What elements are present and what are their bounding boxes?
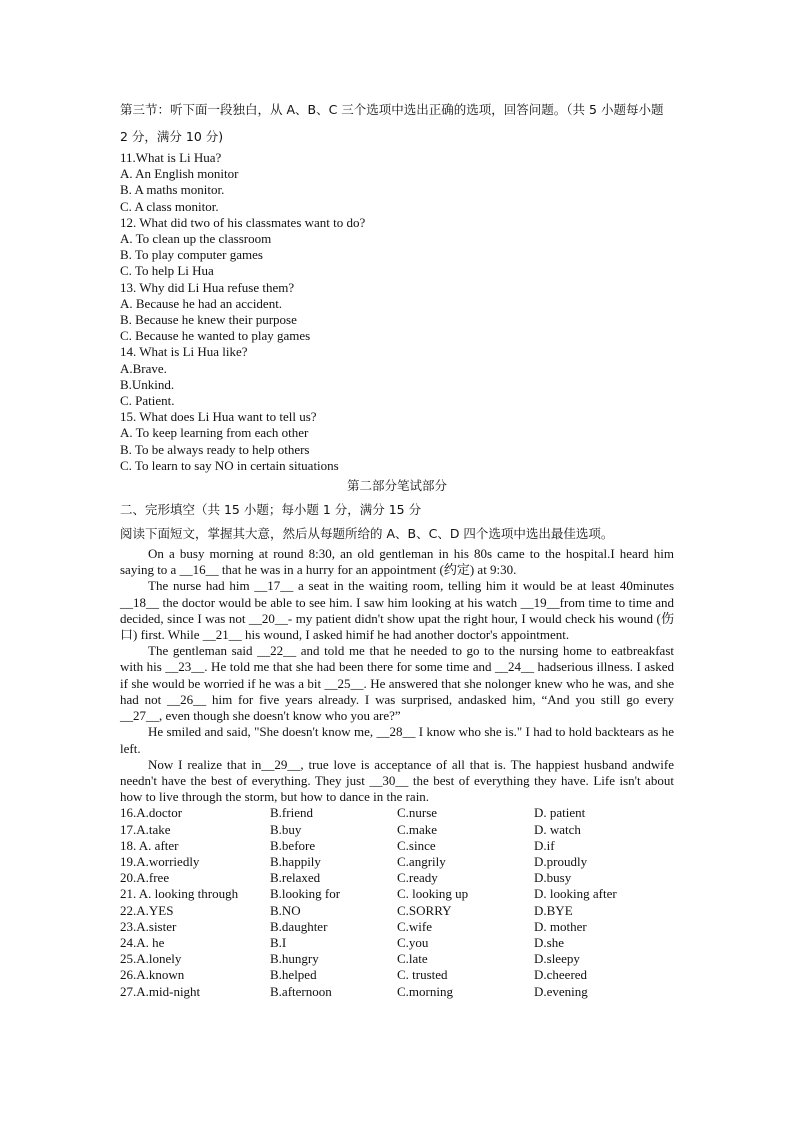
option-line: B.Unkind.: [120, 376, 175, 392]
option-b: B.relaxed: [270, 870, 321, 886]
option-c: C. trusted: [397, 967, 448, 983]
option-b: B.happily: [270, 853, 321, 869]
options-row: [120, 919, 674, 935]
option-c: C.late: [397, 951, 428, 967]
options-row: [120, 903, 674, 919]
option-a: 27.A.mid-night: [120, 983, 201, 999]
option-c: C. looking up: [397, 886, 469, 902]
option-d: D.sleepy: [534, 951, 580, 967]
option-a: 21. A. looking through: [120, 886, 239, 902]
option-line: A. To keep learning from each other: [120, 425, 309, 441]
option-c: C.since: [397, 837, 436, 853]
options-row: [120, 935, 674, 951]
option-line: A. Because he had an accident.: [120, 295, 283, 311]
options-row: [120, 967, 674, 983]
option-b: B.NO: [270, 902, 301, 918]
option-b: B.buy: [270, 821, 302, 837]
option-line: C. Patient.: [120, 393, 175, 409]
option-a: 25.A.lonely: [120, 951, 182, 967]
cloze-passage: [120, 546, 674, 805]
option-a: 20.A.free: [120, 870, 170, 886]
option-d: D.busy: [534, 870, 572, 886]
option-d: D.she: [534, 934, 564, 950]
question-line: 12. What did two of his classmates want to do?: [120, 214, 366, 230]
option-d: D.cheered: [534, 967, 588, 983]
option-d: D.evening: [534, 983, 588, 999]
question-line: 13. Why did Li Hua refuse them?: [120, 279, 295, 295]
option-line: C. Because he wanted to play games: [120, 328, 311, 344]
option-c: C.nurse: [397, 805, 438, 821]
option-b: B.afternoon: [270, 983, 332, 999]
part2-instruction: 阅读下面短文，掌握其大意，然后从每题所给的 A、B、C、D 四个选项中选出最佳选项。: [120, 526, 614, 542]
option-line: A. An English monitor: [120, 166, 239, 182]
option-d: D. looking after: [534, 886, 617, 902]
option-c: C.SORRY: [397, 902, 452, 918]
option-b: B.hungry: [270, 951, 319, 967]
option-c: C.morning: [397, 983, 453, 999]
option-b: B.looking for: [270, 886, 341, 902]
option-line: C. A class monitor.: [120, 198, 219, 214]
option-c: C.wife: [397, 918, 433, 934]
option-line: B. A maths monitor.: [120, 182, 225, 198]
options-row: [120, 984, 674, 1000]
option-line: B. To play computer games: [120, 247, 263, 263]
option-c: C.ready: [397, 870, 438, 886]
option-c: C.angrily: [397, 853, 446, 869]
options-row: [120, 870, 674, 886]
exam-page: [120, 96, 674, 1000]
section3-instruction: 第三节：听下面一段独白，从 A、B、C 三个选项中选出正确的选项，回答问题。（共 5 小题每小题 2 分，满分 10 分): [120, 102, 664, 144]
option-line: A.Brave.: [120, 360, 167, 376]
option-line: B. To be always ready to help others: [120, 441, 310, 457]
passage-paragraph: He smiled and said, "She doesn't know me, __28__ I know who she is." I had to hold backtears as he left.: [120, 724, 674, 756]
options-row: [120, 951, 674, 967]
option-a: 24.A. he: [120, 934, 165, 950]
option-d: D.BYE: [534, 902, 573, 918]
option-a: 19.A.worriedly: [120, 853, 200, 869]
options-row: [120, 805, 674, 821]
passage-paragraph: Now I realize that in__29__, true love is acceptance of all that is. The happiest husband andwife needn't have the best of everything. They just __30__ the best of everything they have. Life isn't about how to live through the storm, but how to dance in the rain.: [120, 756, 674, 805]
listening-questions: [120, 150, 674, 474]
question-line: 11.What is Li Hua?: [120, 150, 222, 165]
option-a: 22.A.YES: [120, 902, 174, 918]
question-line: 14. What is Li Hua like?: [120, 344, 248, 360]
option-b: B.helped: [270, 967, 317, 983]
options-row: [120, 886, 674, 902]
option-b: B.daughter: [270, 918, 328, 934]
option-line: A. To clean up the classroom: [120, 231, 272, 247]
option-d: D. watch: [534, 821, 581, 837]
options-row: [120, 822, 674, 838]
cloze-options-table: [120, 805, 674, 999]
option-a: 26.A.known: [120, 967, 185, 983]
part2-title: 第二部分笔试部分: [346, 478, 447, 494]
option-line: C. To help Li Hua: [120, 263, 214, 279]
part2-heading: 二、完形填空（共 15 小题；每小题 1 分，满分 15 分: [120, 502, 422, 518]
option-a: 16.A.doctor: [120, 805, 183, 821]
option-b: B.friend: [270, 805, 313, 821]
option-d: D. patient: [534, 805, 586, 821]
option-c: C.make: [397, 821, 438, 837]
option-d: D. mother: [534, 918, 587, 934]
option-b: B.I: [270, 934, 287, 950]
option-line: B. Because he knew their purpose: [120, 312, 297, 328]
option-a: 18. A. after: [120, 837, 179, 853]
option-line: C. To learn to say NO in certain situations: [120, 457, 339, 473]
option-c: C.you: [397, 934, 429, 950]
passage-paragraph: The gentleman said __22__ and told me that he needed to go to the nursing home to eatbreakfast with his __23__. He told me that she had been there for some time and __24__ hadserious illness. I asked if she would be worried if he was a bit __25__. He answered that she nolonger knew who he was, and she had not __26__ him for five years already. I was surprised, andasked him, “And you still go every __27__, even though she doesn't know who you are?”: [120, 643, 674, 724]
options-row: [120, 854, 674, 870]
option-a: 17.A.take: [120, 821, 171, 837]
option-b: B.before: [270, 837, 316, 853]
options-row: [120, 838, 674, 854]
question-line: 15. What does Li Hua want to tell us?: [120, 409, 317, 425]
option-d: D.if: [534, 837, 555, 853]
passage-paragraph: On a busy morning at round 8:30, an old gentleman in his 80s came to the hospital.I heard him saying to a __16__ that he was in a hurry for an appointment (约定) at 9:30.: [120, 546, 674, 578]
passage-paragraph: The nurse had him __17__ a seat in the waiting room, telling him it would be at least 40minutes __18__ the doctor would be able to see him. I saw him looking at his watch __19__from time to time and decided, since I was not __20__- my patient didn't show upat the right hour, I would check his wound (伤口) first. While __21__ his wound, I asked himif he had another doctor's appointment.: [120, 578, 674, 643]
option-a: 23.A.sister: [120, 918, 177, 934]
option-d: D.proudly: [534, 853, 588, 869]
